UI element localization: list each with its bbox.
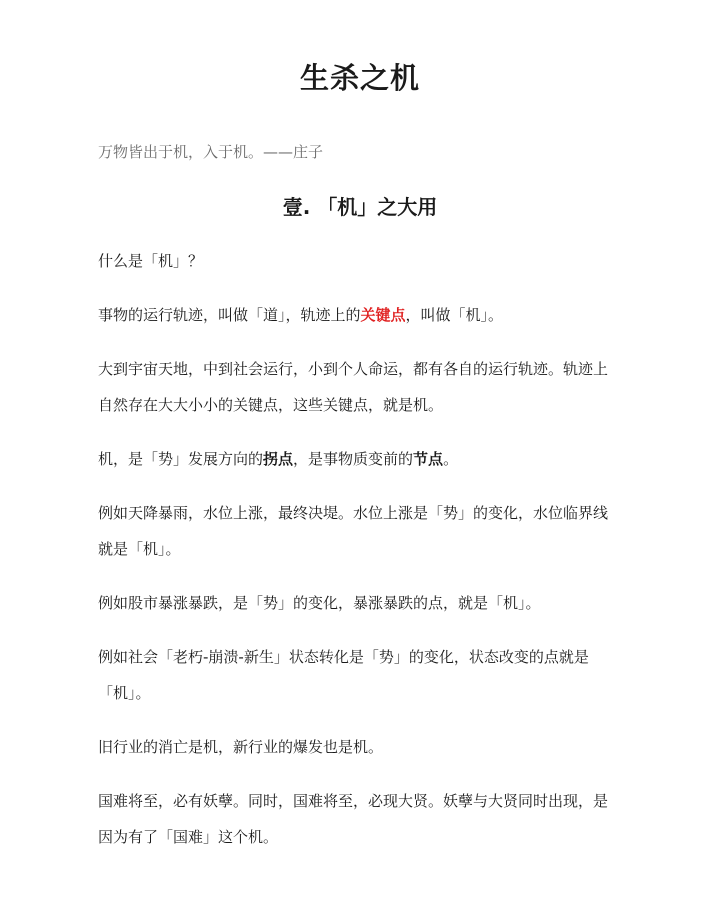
- paragraph-6: 例如股市暴涨暴跌，是「势」的变化，暴涨暴跌的点，就是「机」。: [98, 594, 541, 612]
- paragraph-2: [98, 297, 622, 333]
- paragraph-2-text-b: ，叫做「机」。: [405, 306, 504, 324]
- paragraph-3: 大到宇宙天地，中到社会运行，小到个人命运，都有各自的运行轨迹。轨迹上自然存在大大小小的关键点，这些关键点，就是机。: [98, 360, 609, 414]
- highlight-key-point: 关键点: [360, 306, 406, 324]
- paragraph-9: 国难将至，必有妖孽。同时，国难将至，必现大贤。妖孽与大贤同时出现，是因为有了「国难」这个机。: [98, 792, 609, 846]
- paragraph-4: [98, 441, 622, 477]
- paragraph-4-text-b: ，是事物质变前的: [293, 450, 414, 468]
- paragraph-8: 旧行业的消亡是机，新行业的爆发也是机。: [98, 738, 384, 756]
- paragraph-2-text-a: 事物的运行轨迹，叫做「道」，轨迹上的: [98, 306, 361, 324]
- paragraph-1: 什么是「机」？: [98, 252, 204, 270]
- page-title: 生杀之机: [299, 61, 420, 95]
- paragraph-5: 例如天降暴雨，水位上涨，最终决堤。水位上涨是「势」的变化，水位临界线就是「机」。: [98, 504, 609, 558]
- paragraph-7: 例如社会「老朽-崩溃-新生」状态转化是「势」的变化，状态改变的点就是「机」。: [98, 648, 589, 702]
- bold-node: 节点: [413, 450, 444, 468]
- section-heading: 壹. 「机」之大用: [282, 195, 438, 219]
- epigraph-quote: 万物皆出于机，入于机。——庄子: [98, 143, 324, 161]
- bold-turning-point: 拐点: [263, 450, 294, 468]
- paragraph-4-text-a: 机，是「势」发展方向的: [98, 450, 264, 468]
- paragraph-4-text-c: 。: [443, 450, 459, 468]
